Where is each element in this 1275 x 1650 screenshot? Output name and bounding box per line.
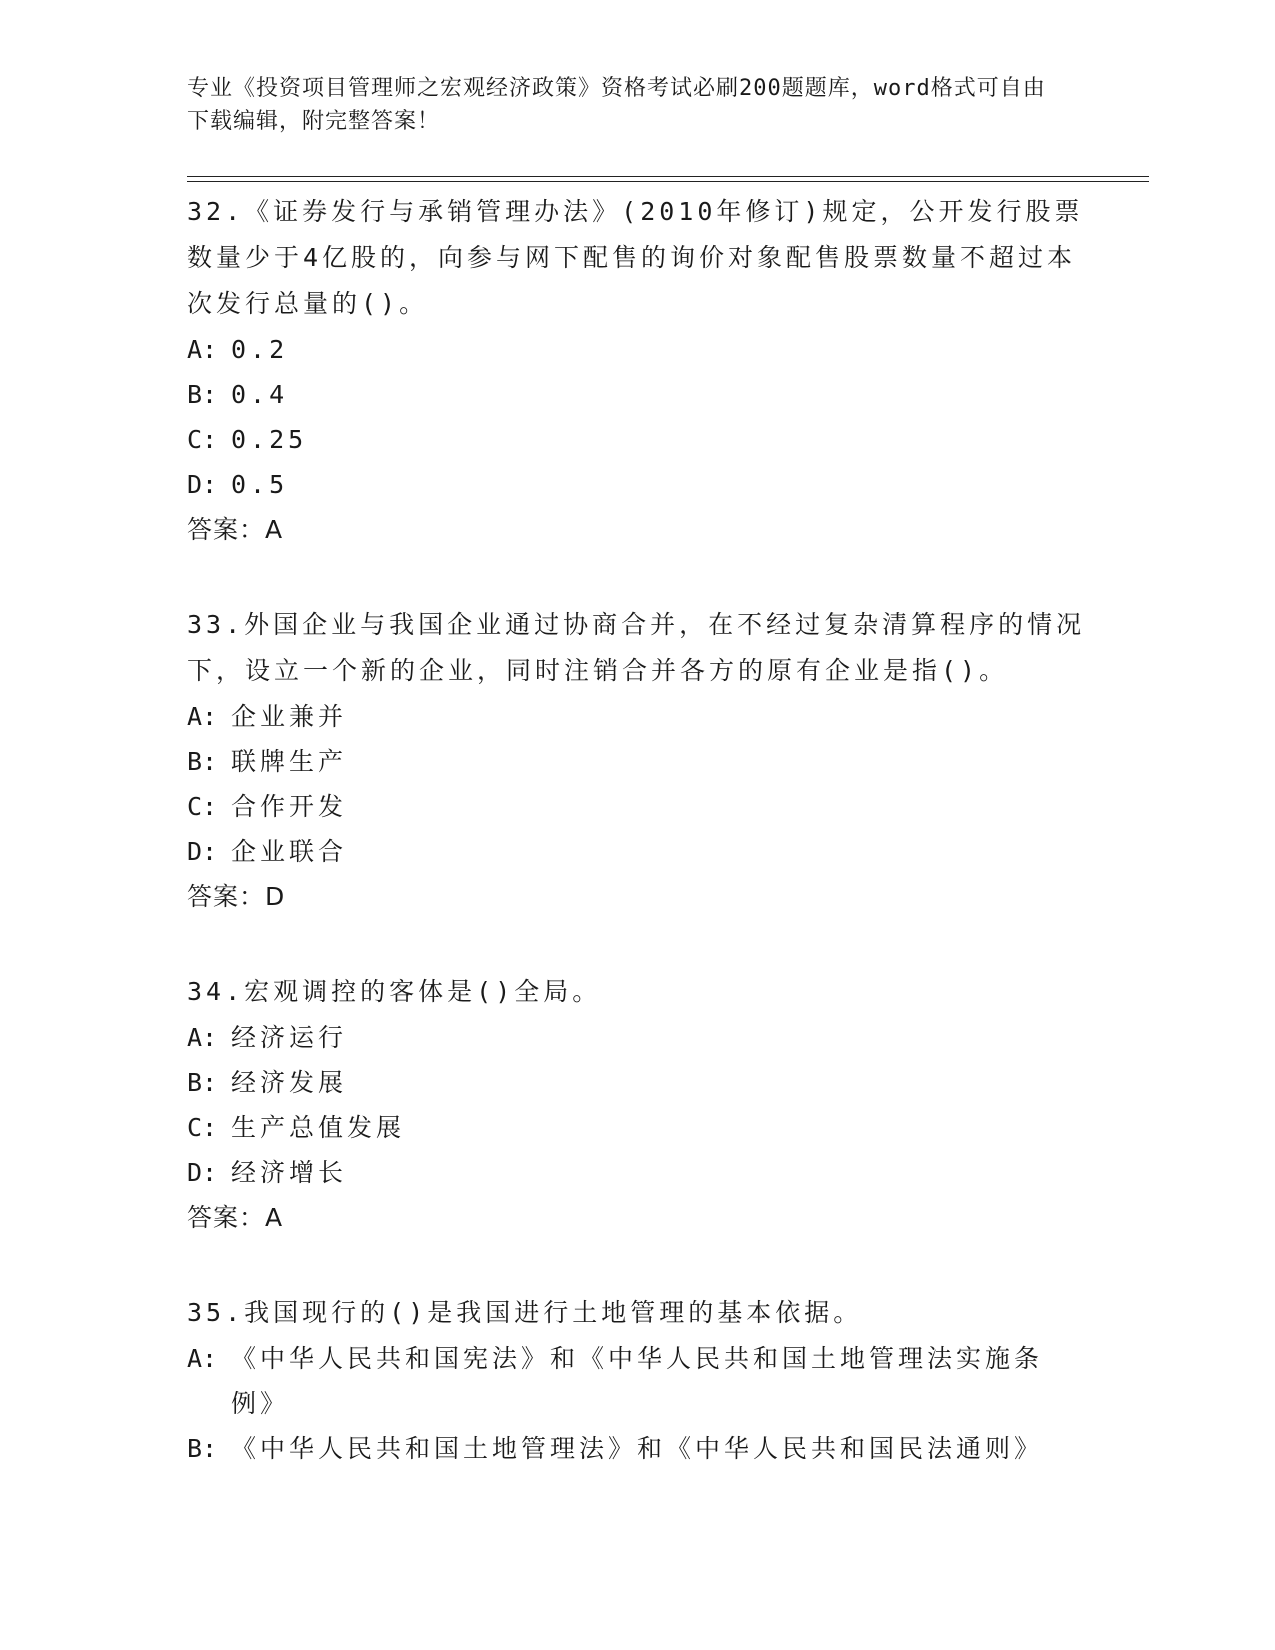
option-text: 合作开发 — [231, 792, 348, 821]
option-text: 0.4 — [231, 380, 289, 409]
option-key: A: — [187, 1023, 218, 1052]
option-text: 0.25 — [231, 425, 308, 454]
option-key: D: — [187, 470, 218, 499]
question-34 — [187, 969, 1087, 1241]
answer-line: 答案：D — [187, 882, 286, 911]
question-stem: 33.外国企业与我国企业通过协商合并，在不经过复杂清算程序的情况下，设立一个新的企业，同时注销合并各方的原有企业是指()。 — [187, 610, 1086, 685]
option-d — [187, 829, 1087, 874]
option-key: A: — [187, 335, 218, 364]
question-list — [187, 189, 1087, 1520]
option-key: C: — [187, 792, 218, 821]
option-b — [187, 1426, 1087, 1471]
option-key: D: — [187, 837, 218, 866]
option-key: A: — [187, 1344, 218, 1373]
option-key: D: — [187, 1158, 218, 1187]
option-text: 《中华人民共和国宪法》和《中华人民共和国土地管理法实施条例》 — [231, 1344, 1044, 1418]
option-a — [187, 327, 1087, 372]
option-text: 联牌生产 — [231, 747, 348, 776]
answer-line: 答案：A — [187, 1203, 284, 1232]
option-b — [187, 739, 1087, 784]
question-35 — [187, 1290, 1087, 1471]
option-c — [187, 417, 1087, 462]
option-key: C: — [187, 1113, 218, 1142]
option-text: 企业兼并 — [231, 702, 348, 731]
question-33 — [187, 602, 1087, 920]
option-a — [187, 694, 1087, 739]
answer-line: 答案：A — [187, 515, 284, 544]
option-key: C: — [187, 425, 218, 454]
option-c — [187, 1105, 1087, 1150]
option-key: B: — [187, 1434, 218, 1463]
option-text: 企业联合 — [231, 837, 348, 866]
header-divider-bottom — [187, 181, 1149, 182]
question-stem: 34.宏观调控的客体是()全局。 — [187, 977, 602, 1006]
option-text: 0.5 — [231, 470, 289, 499]
option-key: B: — [187, 1068, 218, 1097]
question-stem: 32.《证券发行与承销管理办法》(2010年修订)规定，公开发行股票数量少于4亿股的，向参与网下配售的询价对象配售股票数量不超过本次发行总量的()。 — [187, 197, 1084, 318]
question-32 — [187, 189, 1087, 553]
option-key: B: — [187, 380, 218, 409]
question-stem: 35.我国现行的()是我国进行土地管理的基本依据。 — [187, 1298, 863, 1327]
option-text: 经济发展 — [231, 1068, 348, 1097]
option-text: 0.2 — [231, 335, 289, 364]
option-d — [187, 1150, 1087, 1195]
option-c — [187, 784, 1087, 829]
option-a — [187, 1336, 1087, 1426]
option-text: 《中华人民共和国土地管理法》和《中华人民共和国民法通则》 — [231, 1434, 1044, 1463]
option-text: 经济增长 — [231, 1158, 348, 1187]
option-text: 经济运行 — [231, 1023, 348, 1052]
document-header: 专业《投资项目管理师之宏观经济政策》资格考试必刷200题题库，word格式可自由下载编辑，附完整答案！ — [187, 76, 1046, 134]
option-b — [187, 372, 1087, 417]
header-divider-top — [187, 176, 1149, 177]
option-b — [187, 1060, 1087, 1105]
option-a — [187, 1015, 1087, 1060]
option-d — [187, 462, 1087, 507]
option-text: 生产总值发展 — [231, 1113, 406, 1142]
option-key: B: — [187, 747, 218, 776]
option-key: A: — [187, 702, 218, 731]
